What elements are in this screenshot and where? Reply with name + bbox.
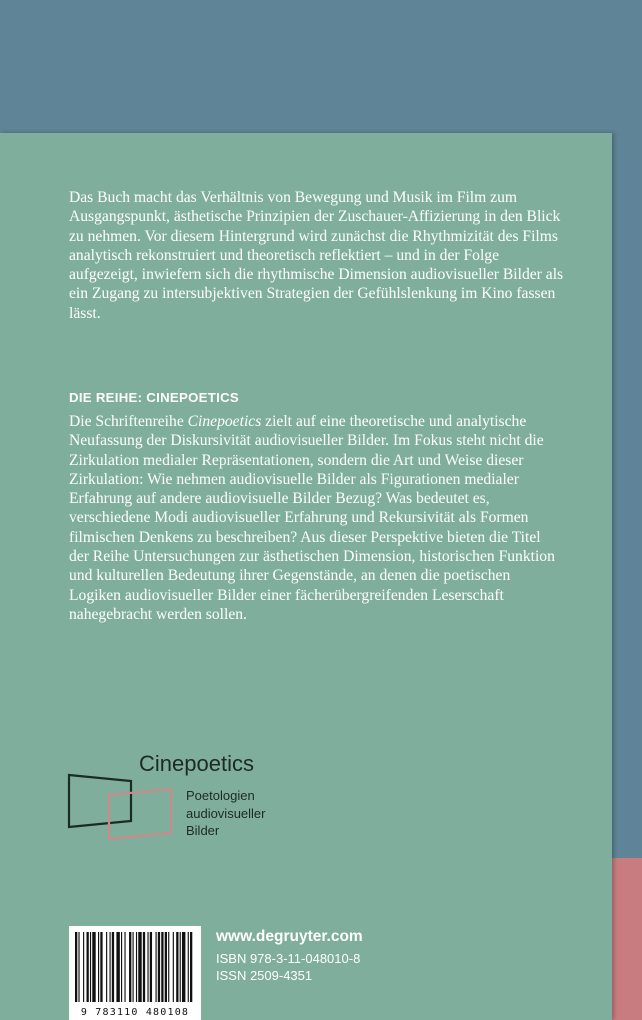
series-title-italic: Cinepoetics bbox=[187, 413, 262, 430]
book-blurb: Das Buch macht das Verhältnis von Bewegung und Musik im Film zum Ausgangspunkt, ästhetische Prinzipien der Zuschauer-Affizierung in den Blick zu nehmen. Vor diesem Hintergrund wird zunächst die Rhythmizität des Films analytisch rekonstruiert und theoretisch reflektiert – und in der Folge aufgezeigt, inwiefern sich die rhythmische Dimension audiovisueller Bilder als ein Zugang zu intersubjektiven Strategien der Gefühlslenkung im Kino fassen lässt. bbox=[69, 189, 564, 322]
series-logo-subtitle bbox=[186, 787, 386, 840]
series-logo-subtitle-line: Bilder bbox=[186, 823, 220, 838]
series-logo-subtitle-line: Poetologien bbox=[186, 788, 255, 803]
barcode-bar bbox=[190, 932, 192, 1002]
barcode-bar bbox=[87, 932, 89, 1002]
barcode-bar bbox=[112, 932, 114, 1002]
series-text-intro: Die Schriftenreihe bbox=[69, 413, 188, 430]
barcode-bar bbox=[161, 932, 163, 1002]
barcode-bar bbox=[182, 932, 185, 1002]
publisher-url: www.degruyter.com bbox=[216, 928, 363, 945]
publisher-info bbox=[216, 928, 363, 984]
barcode-bar bbox=[180, 932, 181, 1002]
isbn-barcode bbox=[69, 926, 201, 1020]
series-logo-subtitle-line: audiovisueller bbox=[186, 805, 266, 821]
barcode-bar bbox=[165, 932, 167, 1002]
barcode-bar bbox=[98, 932, 99, 1002]
barcode-bar bbox=[138, 932, 141, 1002]
barcode-bar bbox=[75, 932, 77, 1002]
barcode-bar bbox=[133, 932, 134, 1002]
barcode-bar bbox=[121, 932, 122, 1002]
barcode-bar bbox=[100, 932, 102, 1002]
book-back-cover bbox=[0, 133, 612, 1020]
barcode-bars bbox=[73, 932, 197, 1002]
barcode-bar bbox=[156, 932, 157, 1002]
barcode-bar bbox=[173, 932, 174, 1002]
barcode-bar bbox=[188, 932, 189, 1002]
barcode-bar bbox=[106, 932, 107, 1002]
series-text-body: zielt auf eine theoretische und analytische Neufassung der Diskursivität audiovisueller Bilder. Im Fokus steht nicht die Zirkulation medialer Repräsentationen, sondern die Art und Weise dieser Zirkulation: Wie nehmen audiovisuelle Bilder als Figurationen medialer Erfahrung auf andere audiovisuelle Bilder Bezug? Was bedeutet es, verschiedene Modi audiovisueller Erfahrung und Rekursivität als Formen filmischen Denkens zu beschreiben? Aus dieser Perspektive bieten die Titel der Reihe Untersuchungen zur ästhetischen Dimension, historischen Funktion und kulturellen Bedeutung ihrer Gegenstände, an denen die poetischen Logiken audiovisueller Bilder einer fächerübergreifenden Leserschaft nahegebracht werden sollen. bbox=[69, 413, 555, 623]
barcode-bar bbox=[168, 932, 169, 1002]
series-logo-title: Cinepoetics bbox=[139, 751, 254, 776]
series-heading: DIE REIHE: CINEPOETICS bbox=[69, 390, 240, 405]
barcode-bar bbox=[78, 932, 79, 1002]
barcode-bar bbox=[136, 932, 137, 1002]
barcode-bar bbox=[110, 932, 111, 1002]
series-description bbox=[69, 412, 559, 624]
barcode-bar bbox=[116, 932, 119, 1002]
barcode-bar bbox=[158, 932, 160, 1002]
cinepoetics-logo-icon bbox=[67, 771, 179, 841]
accent-strip bbox=[612, 858, 642, 1020]
barcode-bar bbox=[92, 932, 95, 1002]
isbn-number: ISBN 978-3-11-048010-8 bbox=[216, 951, 361, 966]
barcode-bar bbox=[147, 932, 148, 1002]
barcode-digits: 9 783110 480108 bbox=[80, 1007, 190, 1018]
barcode-bar bbox=[83, 932, 84, 1002]
barcode-bar bbox=[129, 932, 131, 1002]
issn-number: ISSN 2509-4351 bbox=[216, 968, 313, 983]
barcode-bar bbox=[124, 932, 125, 1002]
barcode-bar bbox=[90, 932, 91, 1002]
barcode-bar bbox=[176, 932, 178, 1002]
barcode-bar bbox=[150, 932, 152, 1002]
barcode-bar bbox=[143, 932, 145, 1002]
